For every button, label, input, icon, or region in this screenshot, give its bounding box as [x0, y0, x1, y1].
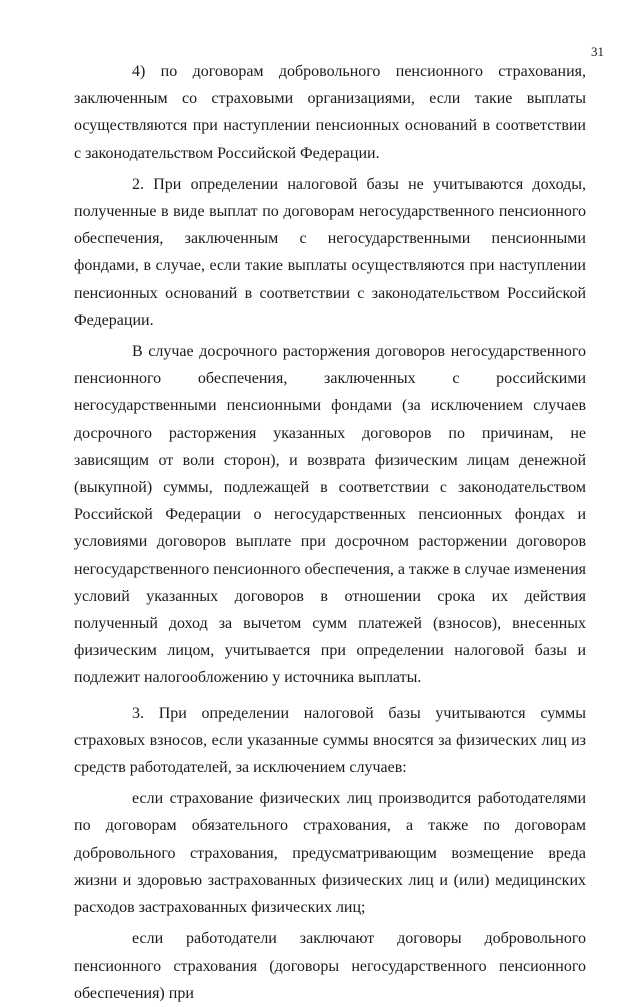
paragraph-exception-mandatory-insurance: если страхование физических лиц производится работодателями по договорам обязательного страхования, а также по договорам добровольного страхования, предусматривающим возмещение вреда жизни и здоровью застрахованных физических лиц и (или) медицинских расходов застрахованных физических лиц;: [74, 790, 586, 917]
page-number: 31: [591, 44, 604, 59]
paragraph-exception-pension-insurance: если работодатели заключают договоры добровольного пенсионного страхования (договоры негосударственного пенсионного обеспечения) при: [74, 930, 586, 1002]
paragraph-section-2: 2. При определении налоговой базы не учитываются доходы, полученные в виде выплат по договорам негосударственного пенсионного обеспечения, заключенным с негосударственными пенсионными фондами, в случае, если такие выплаты осуществляются при наступлении пенсионных оснований в соответствии с законодательством Российской Федерации.: [74, 175, 586, 329]
paragraph-section-3: 3. При определении налоговой базы учитываются суммы страховых взносов, если указанные суммы вносятся за физических лиц из средств работодателей, за исключением случаев:: [74, 704, 586, 777]
document-body: [74, 58, 586, 1007]
paragraph-early-termination: В случае досрочного расторжения договоров негосударственного пенсионного обеспечения, заключенных с российскими негосударственными пенсионными фондами (за исключением случаев досрочного расторжения указанных договоров по причинам, не зависящим от воли сторон), и возврата физическим лицам денежной (выкупной) суммы, подлежащей в соответствии с законодательством Российской Федерации о негосударственных пенсионных фондах и условиями договоров выплате при досрочном расторжении договоров негосударственного пенсионного обеспечения, а также в случае изменения условий указанных договоров в отношении срока их действия полученный доход за вычетом сумм платежей (взносов), внесенных физическим лицом, учитывается при определении налоговой базы и подлежит налогообложению у источника выплаты.: [74, 343, 586, 687]
paragraph-item-4: 4) по договорам добровольного пенсионного страхования, заключенным со страховыми организациями, если такие выплаты осуществляются при наступлении пенсионных оснований в соответствии с законодательством Российской Федерации.: [74, 63, 586, 162]
